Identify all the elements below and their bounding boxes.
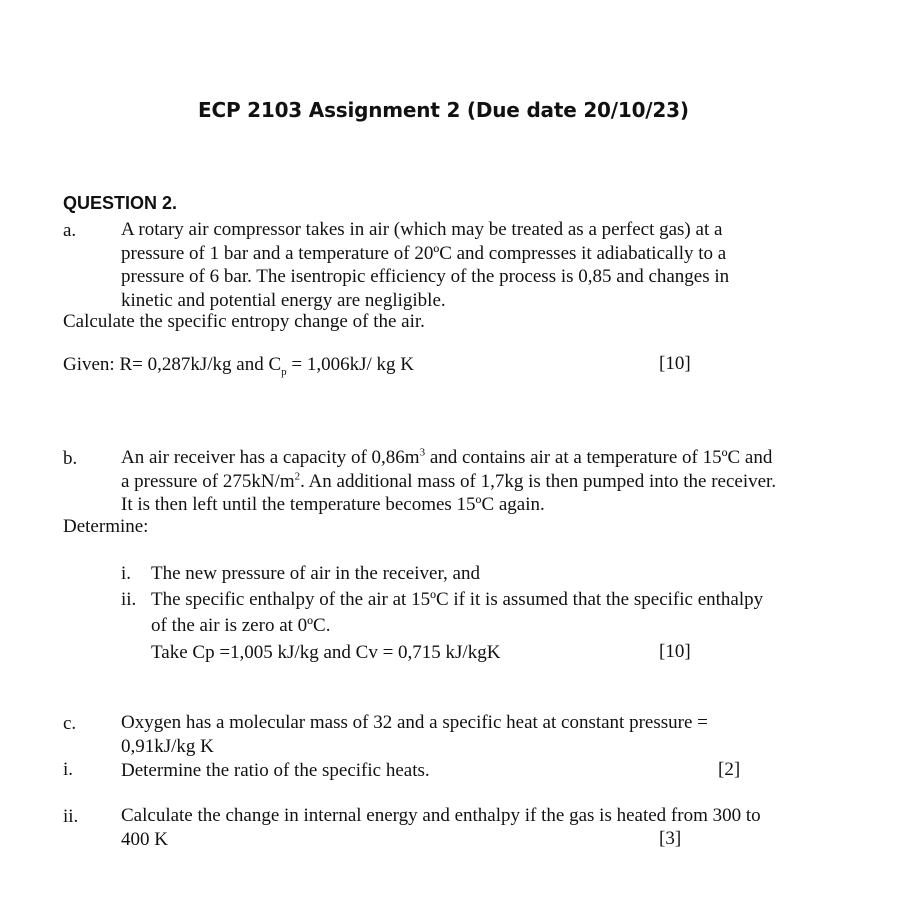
part-b-marks: [10]	[659, 641, 691, 662]
part-c-ii-marks: [3]	[659, 828, 682, 849]
part-a-marks: [10]	[659, 353, 691, 374]
superscript: 3	[419, 446, 426, 459]
part-a-line: kinetic and potential energy are negligible.	[121, 289, 446, 311]
part-c-ii-label: ii.	[63, 806, 79, 827]
part-a-line: pressure of 6 bar. The isentropic efficiency of the process is 0,85 and changes in	[121, 266, 730, 287]
part-b-line-1a: An air receiver has a capacity of 0,86m	[121, 447, 420, 468]
part-c-i-label: i.	[63, 759, 74, 780]
part-c-i-text: Determine the ratio of the specific heats.	[121, 760, 430, 781]
part-a-text	[121, 218, 729, 312]
part-b-label: b.	[63, 448, 78, 469]
item-text: The new pressure of air in the receiver, and	[151, 563, 480, 584]
part-b-line-2a: a pressure of 275kN/m	[121, 470, 295, 492]
part-b-line-1b: and contains air at a temperature of 15ºC and	[425, 447, 773, 468]
part-b-line-3: It is then left until the temperature becomes 15ºC again.	[121, 494, 545, 515]
document-title: ECP 2103 Assignment 2 (Due date 20/10/23)	[198, 98, 689, 122]
item-numeral: ii.	[121, 589, 137, 610]
superscript: 2	[294, 470, 301, 483]
part-c-line-1: Oxygen has a molecular mass of 32 and a specific heat at constant pressure =	[121, 712, 708, 733]
part-b-item-1	[121, 562, 480, 586]
question-heading: QUESTION 2.	[63, 193, 178, 213]
part-a-instruction: Calculate the specific entropy change of the air.	[63, 311, 425, 332]
part-b-line-1	[121, 446, 776, 470]
part-c-line-2: 0,91kJ/kg K	[121, 735, 214, 757]
part-c-i-marks: [2]	[718, 759, 741, 780]
part-c-label: c.	[63, 713, 77, 734]
part-a-line: A rotary air compressor takes in air (which may be treated as a perfect gas) at a	[121, 219, 723, 240]
part-b-line-2	[121, 470, 776, 494]
given-suffix: = 1,006kJ/ kg K	[286, 354, 414, 375]
item-numeral: i.	[121, 563, 132, 584]
part-b-line-2b: . An additional mass of 1,7kg is then pumped into the receiver.	[300, 470, 777, 492]
part-c-ii-line-1: Calculate the change in internal energy and enthalpy if the gas is heated from 300 to	[121, 805, 761, 826]
part-b-text	[121, 446, 776, 517]
part-b-item-2-continuation: of the air is zero at 0ºC.	[151, 615, 331, 636]
part-c-text	[121, 711, 708, 758]
part-a-given	[63, 353, 414, 377]
part-c-ii-line-2: 400 K	[121, 828, 168, 850]
part-b-determine: Determine:	[63, 516, 149, 537]
given-subscript: p	[281, 365, 287, 378]
part-a-line: pressure of 1 bar and a temperature of 20ºC and compresses it adiabatically to a	[121, 242, 727, 264]
part-a-label: a.	[63, 220, 77, 241]
part-b-take: Take Cp =1,005 kJ/kg and Cv = 0,715 kJ/kgK	[151, 642, 501, 663]
given-prefix: Given: R= 0,287kJ/kg and C	[63, 354, 282, 375]
item-text: The specific enthalpy of the air at 15ºC if it is assumed that the specific enthalpy	[151, 589, 764, 610]
part-b-item-2	[121, 588, 763, 612]
